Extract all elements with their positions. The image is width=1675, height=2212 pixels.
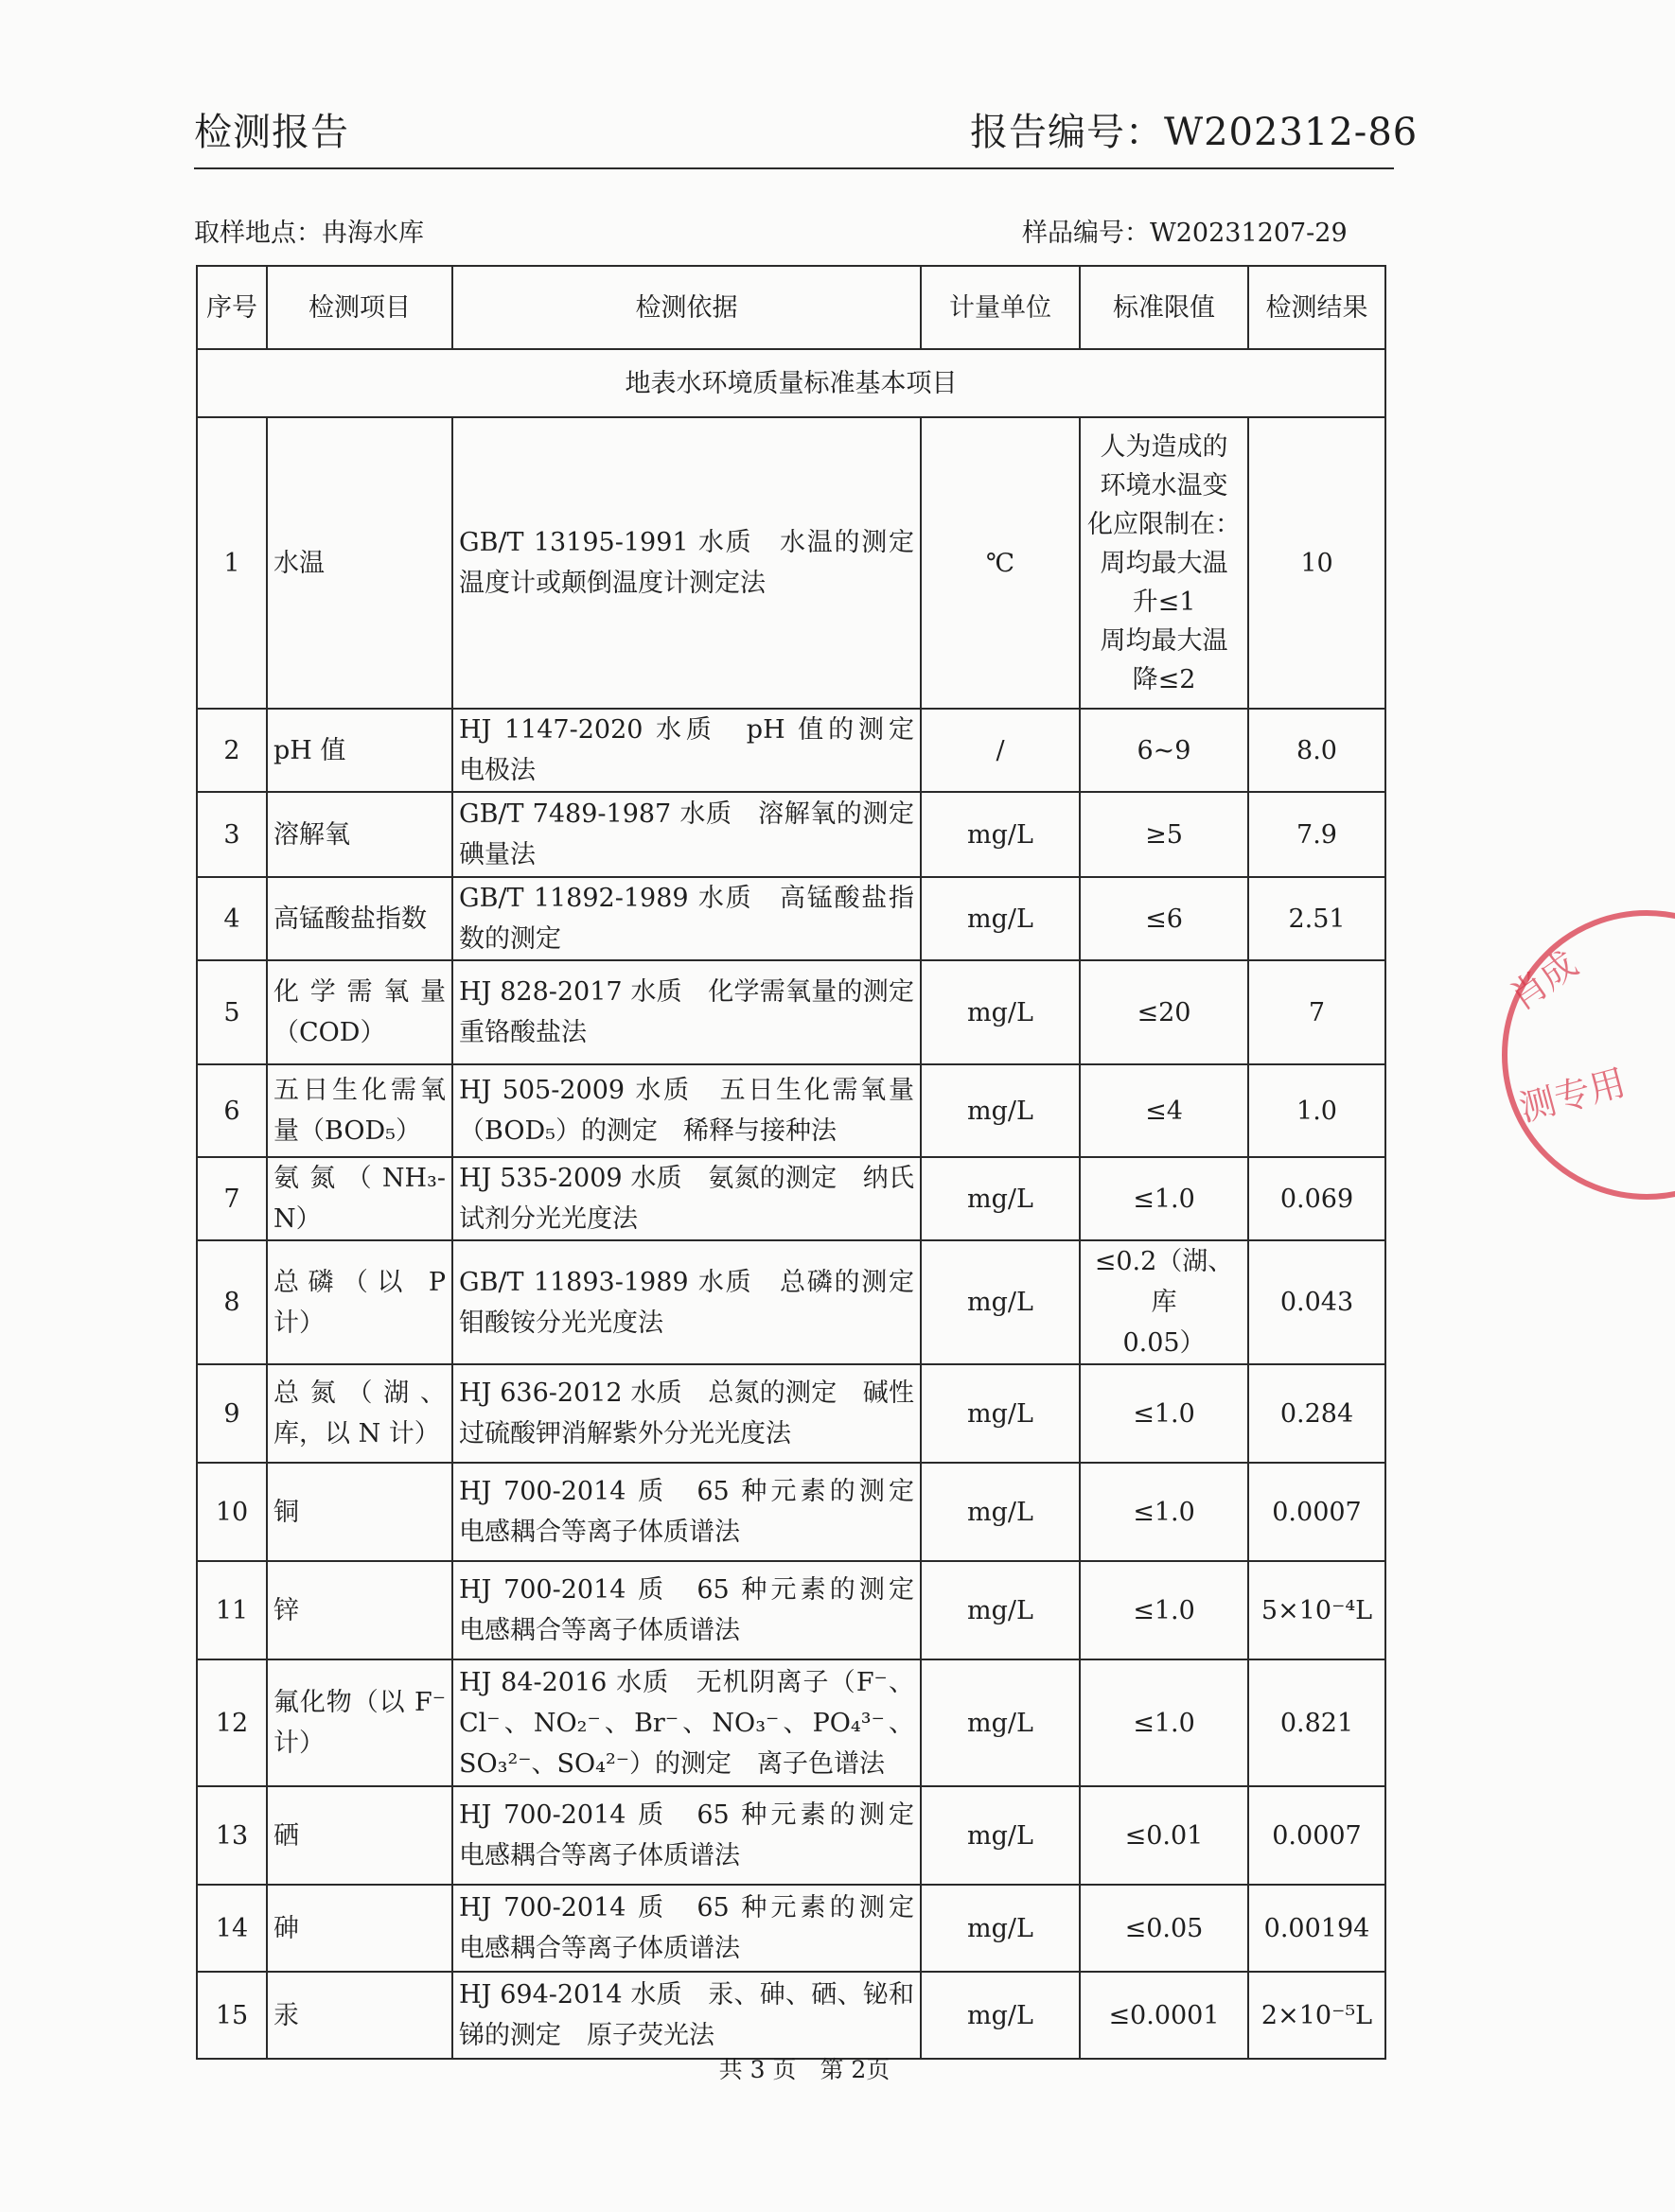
row-limit: ≤0.2（湖、库 0.05） xyxy=(1080,1240,1248,1364)
row-basis: HJ 694-2014 水质 汞、砷、硒、铋和锑的测定 原子荧光法 xyxy=(452,1972,921,2059)
row-result: 0.00194 xyxy=(1248,1885,1385,1972)
row-item: pH 值 xyxy=(267,709,452,792)
row-number: 1 xyxy=(197,417,267,709)
row-result: 0.821 xyxy=(1248,1659,1385,1786)
col-header-unit: 计量单位 xyxy=(921,266,1080,349)
table-row xyxy=(197,709,1385,792)
section-title: 地表水环境质量标准基本项目 xyxy=(197,349,1385,417)
row-basis: GB/T 11893-1989 水质 总磷的测定 钼酸铵分光光度法 xyxy=(452,1240,921,1364)
row-unit: mg/L xyxy=(921,1659,1080,1786)
svg-text:测专用: 测专用 xyxy=(1514,1061,1631,1130)
row-unit: mg/L xyxy=(921,1240,1080,1364)
row-unit: mg/L xyxy=(921,1972,1080,2059)
row-basis: HJ 828-2017 水质 化学需氧量的测定 重铬酸盐法 xyxy=(452,960,921,1064)
row-basis: HJ 84-2016 水质 无机阴离子（F⁻、Cl⁻、NO₂⁻、Br⁻、NO₃⁻、PO₄³⁻、SO₃²⁻、SO₄²⁻）的测定 离子色谱法 xyxy=(452,1659,921,1786)
row-limit: ≤20 xyxy=(1080,960,1248,1064)
report-title: 检测报告 xyxy=(194,111,349,154)
row-item: 锌 xyxy=(267,1561,452,1659)
row-basis: GB/T 7489-1987 水质 溶解氧的测定 碘量法 xyxy=(452,792,921,877)
row-basis: HJ 700-2014 质 65 种元素的测定 电感耦合等离子体质谱法 xyxy=(452,1786,921,1885)
table-row xyxy=(197,1364,1385,1463)
row-number: 7 xyxy=(197,1157,267,1240)
svg-text:肖成: 肖成 xyxy=(1502,942,1585,1019)
row-basis: GB/T 11892-1989 水质 高锰酸盐指数的测定 xyxy=(452,877,921,960)
table-row xyxy=(197,877,1385,960)
sample-number: 样品编号：W20231207-29 xyxy=(1022,219,1348,248)
row-number: 6 xyxy=(197,1064,267,1157)
row-limit: ≤1.0 xyxy=(1080,1659,1248,1786)
table-row xyxy=(197,1786,1385,1885)
row-result: 0.043 xyxy=(1248,1240,1385,1364)
row-unit: mg/L xyxy=(921,1364,1080,1463)
col-header-basis: 检测依据 xyxy=(452,266,921,349)
row-limit: ≤1.0 xyxy=(1080,1157,1248,1240)
row-item: 硒 xyxy=(267,1786,452,1885)
row-number: 3 xyxy=(197,792,267,877)
row-number: 5 xyxy=(197,960,267,1064)
row-basis: HJ 535-2009 水质 氨氮的测定 纳氏试剂分光光度法 xyxy=(452,1157,921,1240)
row-unit: mg/L xyxy=(921,792,1080,877)
row-number: 8 xyxy=(197,1240,267,1364)
row-unit: mg/L xyxy=(921,1786,1080,1885)
row-result: 2.51 xyxy=(1248,877,1385,960)
row-unit: mg/L xyxy=(921,1463,1080,1561)
row-number: 2 xyxy=(197,709,267,792)
table-row xyxy=(197,792,1385,877)
table-row xyxy=(197,1885,1385,1972)
row-number: 11 xyxy=(197,1561,267,1659)
row-unit: mg/L xyxy=(921,1157,1080,1240)
table-row xyxy=(197,1972,1385,2059)
row-result: 1.0 xyxy=(1248,1064,1385,1157)
row-basis: HJ 700-2014 质 65 种元素的测定 电感耦合等离子体质谱法 xyxy=(452,1885,921,1972)
table-row xyxy=(197,417,1385,709)
table-row xyxy=(197,1240,1385,1364)
row-result: 5×10⁻⁴L xyxy=(1248,1561,1385,1659)
table-row xyxy=(197,1659,1385,1786)
row-limit: ≤6 xyxy=(1080,877,1248,960)
row-number: 14 xyxy=(197,1885,267,1972)
col-header-result: 检测结果 xyxy=(1248,266,1385,349)
col-header-no: 序号 xyxy=(197,266,267,349)
row-item: 溶解氧 xyxy=(267,792,452,877)
row-result: 0.284 xyxy=(1248,1364,1385,1463)
table-row xyxy=(197,1463,1385,1561)
row-unit: mg/L xyxy=(921,1064,1080,1157)
row-limit: 人为造成的 环境水温变 化应限制在： 周均最大温 升≤1 周均最大温 降≤2 xyxy=(1080,417,1248,709)
row-unit: mg/L xyxy=(921,960,1080,1064)
row-result: 8.0 xyxy=(1248,709,1385,792)
row-item: 高锰酸盐指数 xyxy=(267,877,452,960)
col-header-limit: 标准限值 xyxy=(1080,266,1248,349)
report-number: 报告编号：W202312-86 xyxy=(970,111,1419,154)
row-unit: mg/L xyxy=(921,877,1080,960)
row-item: 五日生化需氧量（BOD₅） xyxy=(267,1064,452,1157)
row-limit: ≤0.0001 xyxy=(1080,1972,1248,2059)
row-basis: HJ 700-2014 质 65 种元素的测定 电感耦合等离子体质谱法 xyxy=(452,1463,921,1561)
header-divider xyxy=(194,167,1394,169)
col-header-item: 检测项目 xyxy=(267,266,452,349)
row-result: 2×10⁻⁵L xyxy=(1248,1972,1385,2059)
row-limit: ≤1.0 xyxy=(1080,1463,1248,1561)
row-item: 水温 xyxy=(267,417,452,709)
sampling-location: 取样地点：冉海水库 xyxy=(194,219,424,248)
page-footer: 共 3 页 第 2页 xyxy=(718,2056,890,2083)
section-row xyxy=(197,349,1385,417)
row-basis: HJ 1147-2020 水质 pH 值的测定 电极法 xyxy=(452,709,921,792)
table-row xyxy=(197,1157,1385,1240)
row-limit: ≤1.0 xyxy=(1080,1561,1248,1659)
row-unit: mg/L xyxy=(921,1885,1080,1972)
row-limit: ≤0.01 xyxy=(1080,1786,1248,1885)
row-result: 7 xyxy=(1248,960,1385,1064)
row-item: 铜 xyxy=(267,1463,452,1561)
row-basis: GB/T 13195-1991 水质 水温的测定 温度计或颠倒温度计测定法 xyxy=(452,417,921,709)
row-result: 0.0007 xyxy=(1248,1463,1385,1561)
row-item: 总磷（以 P 计） xyxy=(267,1240,452,1364)
row-basis: HJ 505-2009 水质 五日生化需氧量（BOD₅）的测定 稀释与接种法 xyxy=(452,1064,921,1157)
row-basis: HJ 700-2014 质 65 种元素的测定 电感耦合等离子体质谱法 xyxy=(452,1561,921,1659)
row-item: 化学需氧量（COD） xyxy=(267,960,452,1064)
row-unit: / xyxy=(921,709,1080,792)
results-table xyxy=(196,265,1386,2060)
row-limit: ≤4 xyxy=(1080,1064,1248,1157)
row-number: 13 xyxy=(197,1786,267,1885)
table-row xyxy=(197,1561,1385,1659)
row-result: 7.9 xyxy=(1248,792,1385,877)
row-number: 10 xyxy=(197,1463,267,1561)
row-result: 10 xyxy=(1248,417,1385,709)
table-row xyxy=(197,1064,1385,1157)
table-row xyxy=(197,960,1385,1064)
row-item: 砷 xyxy=(267,1885,452,1972)
row-result: 0.0007 xyxy=(1248,1786,1385,1885)
row-unit: mg/L xyxy=(921,1561,1080,1659)
row-item: 总氮（湖、库，以 N 计） xyxy=(267,1364,452,1463)
row-basis: HJ 636-2012 水质 总氮的测定 碱性过硫酸钾消解紫外分光光度法 xyxy=(452,1364,921,1463)
row-item: 汞 xyxy=(267,1972,452,2059)
row-limit: ≤0.05 xyxy=(1080,1885,1248,1972)
row-number: 9 xyxy=(197,1364,267,1463)
row-item: 氨氮（NH₃-N） xyxy=(267,1157,452,1240)
row-result: 0.069 xyxy=(1248,1157,1385,1240)
row-limit: 6~9 xyxy=(1080,709,1248,792)
row-number: 15 xyxy=(197,1972,267,2059)
row-number: 12 xyxy=(197,1659,267,1786)
row-unit: ℃ xyxy=(921,417,1080,709)
row-limit: ≥5 xyxy=(1080,792,1248,877)
row-number: 4 xyxy=(197,877,267,960)
row-item: 氟化物（以 F⁻计） xyxy=(267,1659,452,1786)
table-header-row xyxy=(197,266,1385,349)
inspection-seal-stamp xyxy=(1486,904,1675,1206)
row-limit: ≤1.0 xyxy=(1080,1364,1248,1463)
